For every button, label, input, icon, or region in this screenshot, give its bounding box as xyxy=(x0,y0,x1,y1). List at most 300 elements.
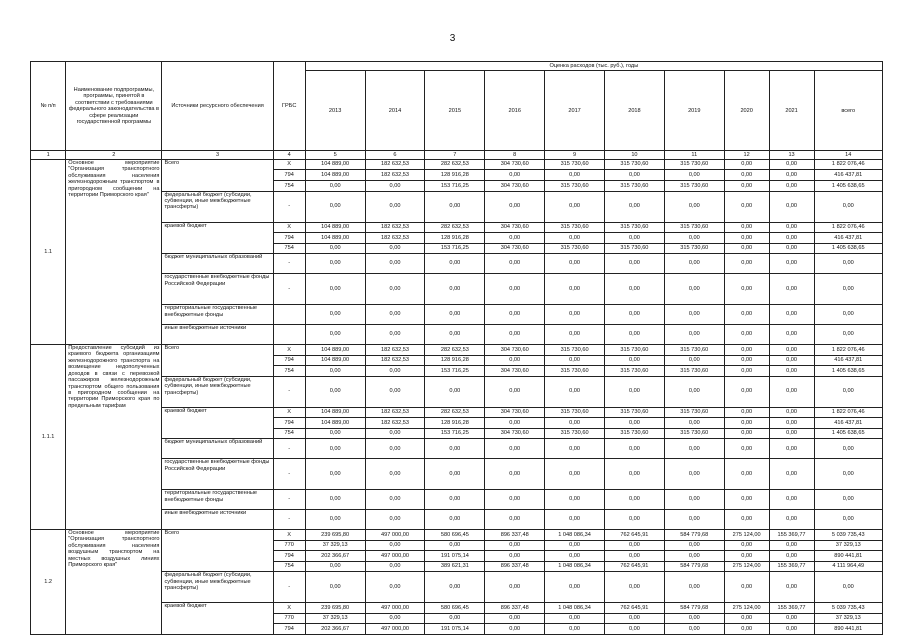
source-cell: федеральный бюджет (субсидии, субвенции, иные межбюджетные трансферты) xyxy=(162,191,273,222)
value-cell: 202 366,67 xyxy=(305,551,365,562)
value-cell: 5 039 735,43 xyxy=(814,530,883,541)
value-cell: 584 779,68 xyxy=(664,561,724,572)
value-cell: 0,00 xyxy=(545,439,605,459)
value-cell: 416 437,81 xyxy=(814,170,883,181)
value-cell: 0,00 xyxy=(545,613,605,624)
value-cell: 0,00 xyxy=(545,233,605,244)
value-cell: 0,00 xyxy=(305,191,365,222)
value-cell: 497 000,00 xyxy=(365,530,425,541)
value-cell: 0,00 xyxy=(305,459,365,490)
value-cell: 0,00 xyxy=(769,459,814,490)
value-cell: 315 730,60 xyxy=(664,222,724,233)
value-cell: 315 730,60 xyxy=(545,181,605,192)
value-cell: 0,00 xyxy=(485,233,545,244)
value-cell: 5 039 735,43 xyxy=(814,603,883,614)
header-year: 2021 xyxy=(769,71,814,151)
value-cell: 0,00 xyxy=(724,344,769,355)
grbs-cell: 754 xyxy=(273,243,305,254)
column-index: 14 xyxy=(814,151,883,160)
value-cell: 0,00 xyxy=(664,191,724,222)
value-cell: 0,00 xyxy=(485,191,545,222)
grbs-cell: - xyxy=(273,572,305,603)
value-cell: 0,00 xyxy=(365,366,425,377)
value-cell: 896 337,48 xyxy=(485,603,545,614)
column-index: 9 xyxy=(545,151,605,160)
value-cell: 315 730,60 xyxy=(605,243,665,254)
value-cell: 389 621,31 xyxy=(425,561,485,572)
value-cell: 0,00 xyxy=(485,325,545,345)
value-cell: 0,00 xyxy=(605,572,665,603)
value-cell: 0,00 xyxy=(769,418,814,429)
header-source: Источники ресурсного обеспечения xyxy=(162,62,273,151)
value-cell: 0,00 xyxy=(724,305,769,325)
grbs-cell: X xyxy=(273,159,305,170)
grbs-cell: X xyxy=(273,530,305,541)
value-cell: 497 000,00 xyxy=(365,624,425,635)
header-row xyxy=(31,62,883,71)
grbs-cell: X xyxy=(273,344,305,355)
value-cell: 315 730,60 xyxy=(664,159,724,170)
value-cell: 0,00 xyxy=(664,170,724,181)
column-index: 1 xyxy=(31,151,66,160)
value-cell: 0,00 xyxy=(724,551,769,562)
value-cell: 0,00 xyxy=(724,222,769,233)
value-cell: 0,00 xyxy=(305,366,365,377)
row-name: Основное мероприятие "Организация транспортного обслуживания населения железнодорожным транспортом в пригородном сообщении на территории Приморского края" xyxy=(66,159,162,344)
value-cell: 0,00 xyxy=(485,418,545,429)
value-cell: 0,00 xyxy=(814,459,883,490)
value-cell: 0,00 xyxy=(605,510,665,530)
value-cell: 182 632,53 xyxy=(365,159,425,170)
value-cell: 0,00 xyxy=(664,355,724,366)
value-cell: 0,00 xyxy=(605,325,665,345)
value-cell: 37 329,13 xyxy=(814,613,883,624)
header-year: 2013 xyxy=(305,71,365,151)
value-cell: 315 730,60 xyxy=(545,407,605,418)
value-cell: 0,00 xyxy=(724,243,769,254)
header-estimate-title: Оценка расходов (тыс. руб.), годы xyxy=(305,62,882,71)
row-name: Основное мероприятие "Организация транспортного обслуживания населения воздушным транспортом на местных воздушных линиях Приморского края" xyxy=(66,530,162,635)
value-cell: 0,00 xyxy=(769,540,814,551)
value-cell: 0,00 xyxy=(425,305,485,325)
value-cell: 0,00 xyxy=(664,490,724,510)
value-cell: 0,00 xyxy=(664,459,724,490)
header-year: 2014 xyxy=(365,71,425,151)
value-cell: 0,00 xyxy=(769,366,814,377)
value-cell: 0,00 xyxy=(365,305,425,325)
value-cell: 0,00 xyxy=(605,490,665,510)
grbs-cell: - xyxy=(273,459,305,490)
value-cell: 282 632,53 xyxy=(425,407,485,418)
value-cell: 1 048 086,34 xyxy=(545,561,605,572)
grbs-cell: 794 xyxy=(273,170,305,181)
value-cell: 890 441,81 xyxy=(814,624,883,635)
value-cell: 0,00 xyxy=(664,624,724,635)
value-cell: 304 730,60 xyxy=(485,344,545,355)
value-cell: 0,00 xyxy=(605,170,665,181)
value-cell: 104 889,00 xyxy=(305,233,365,244)
header-year: 2017 xyxy=(545,71,605,151)
value-cell: 128 916,28 xyxy=(425,418,485,429)
value-cell: 0,00 xyxy=(664,254,724,274)
source-cell: бюджет муниципальных образований xyxy=(162,439,273,459)
value-cell: 0,00 xyxy=(545,254,605,274)
value-cell: 0,00 xyxy=(814,325,883,345)
source-cell: Всего xyxy=(162,159,273,191)
value-cell: 0,00 xyxy=(425,191,485,222)
column-index: 11 xyxy=(664,151,724,160)
source-cell: федеральный бюджет (субсидии, субвенции, иные межбюджетные трансферты) xyxy=(162,376,273,407)
header-year: 2016 xyxy=(485,71,545,151)
value-cell: 0,00 xyxy=(365,459,425,490)
grbs-cell: X xyxy=(273,222,305,233)
value-cell: 0,00 xyxy=(769,624,814,635)
value-cell: 762 645,91 xyxy=(605,561,665,572)
value-cell: 104 889,00 xyxy=(305,170,365,181)
value-cell: 0,00 xyxy=(485,274,545,305)
value-cell: 0,00 xyxy=(814,254,883,274)
value-cell: 0,00 xyxy=(305,376,365,407)
grbs-cell: - xyxy=(273,439,305,459)
value-cell: 37 329,13 xyxy=(305,613,365,624)
value-cell: 0,00 xyxy=(485,254,545,274)
value-cell: 0,00 xyxy=(769,274,814,305)
value-cell: 182 632,53 xyxy=(365,222,425,233)
value-cell: 896 337,48 xyxy=(485,561,545,572)
value-cell: 0,00 xyxy=(605,191,665,222)
value-cell: 104 889,00 xyxy=(305,344,365,355)
value-cell: 1 405 638,65 xyxy=(814,181,883,192)
value-cell: 0,00 xyxy=(769,510,814,530)
source-cell: территориальные государственные внебюджетные фонды xyxy=(162,305,273,325)
source-cell: иные внебюджетные источники xyxy=(162,510,273,530)
value-cell: 1 405 638,65 xyxy=(814,243,883,254)
value-cell: 315 730,60 xyxy=(664,344,724,355)
value-cell: 0,00 xyxy=(724,376,769,407)
grbs-cell: 794 xyxy=(273,233,305,244)
value-cell: 0,00 xyxy=(545,551,605,562)
value-cell: 0,00 xyxy=(769,170,814,181)
value-cell: 0,00 xyxy=(724,490,769,510)
value-cell: 315 730,60 xyxy=(605,159,665,170)
value-cell: 580 696,45 xyxy=(425,530,485,541)
value-cell: 0,00 xyxy=(485,459,545,490)
value-cell: 0,00 xyxy=(769,233,814,244)
value-cell: 0,00 xyxy=(605,439,665,459)
value-cell: 315 730,60 xyxy=(545,344,605,355)
source-cell: государственные внебюджетные фонды Российской Федерации xyxy=(162,459,273,490)
value-cell: 0,00 xyxy=(365,181,425,192)
value-cell: 0,00 xyxy=(724,428,769,439)
value-cell: 0,00 xyxy=(664,613,724,624)
value-cell: 315 730,60 xyxy=(664,243,724,254)
value-cell: 0,00 xyxy=(485,305,545,325)
page-number: 3 xyxy=(449,33,456,44)
value-cell: 0,00 xyxy=(485,510,545,530)
value-cell: 416 437,81 xyxy=(814,233,883,244)
value-cell: 0,00 xyxy=(814,274,883,305)
value-cell: 4 111 964,49 xyxy=(814,561,883,572)
source-cell: краевой бюджет xyxy=(162,603,273,635)
value-cell: 0,00 xyxy=(605,233,665,244)
value-cell: 0,00 xyxy=(365,254,425,274)
value-cell: 0,00 xyxy=(769,407,814,418)
column-index: 4 xyxy=(273,151,305,160)
value-cell: 155 369,77 xyxy=(769,530,814,541)
value-cell: 0,00 xyxy=(545,305,605,325)
table-body xyxy=(31,62,883,635)
value-cell: 315 730,60 xyxy=(664,407,724,418)
value-cell: 128 916,28 xyxy=(425,355,485,366)
header-grbs: ГРБС xyxy=(273,62,305,151)
value-cell: 128 916,28 xyxy=(425,170,485,181)
value-cell: 304 730,60 xyxy=(485,181,545,192)
value-cell: 202 366,67 xyxy=(305,624,365,635)
value-cell: 0,00 xyxy=(365,572,425,603)
value-cell: 315 730,60 xyxy=(605,366,665,377)
value-cell: 0,00 xyxy=(425,490,485,510)
value-cell: 0,00 xyxy=(769,305,814,325)
value-cell: 1 822 076,46 xyxy=(814,159,883,170)
header-year: всего xyxy=(814,71,883,151)
value-cell: 0,00 xyxy=(305,428,365,439)
value-cell: 0,00 xyxy=(664,274,724,305)
value-cell: 0,00 xyxy=(724,439,769,459)
value-cell: 0,00 xyxy=(485,540,545,551)
value-cell: 0,00 xyxy=(605,418,665,429)
budget-table xyxy=(30,61,883,635)
value-cell: 0,00 xyxy=(545,376,605,407)
value-cell: 0,00 xyxy=(425,274,485,305)
value-cell: 315 730,60 xyxy=(605,222,665,233)
grbs-cell xyxy=(273,305,305,325)
column-index: 5 xyxy=(305,151,365,160)
value-cell: 1 822 076,46 xyxy=(814,222,883,233)
value-cell: 0,00 xyxy=(769,159,814,170)
value-cell: 182 632,53 xyxy=(365,418,425,429)
value-cell: 0,00 xyxy=(724,254,769,274)
value-cell: 0,00 xyxy=(305,254,365,274)
value-cell: 0,00 xyxy=(664,510,724,530)
value-cell: 153 716,25 xyxy=(425,243,485,254)
value-cell: 0,00 xyxy=(425,459,485,490)
value-cell: 182 632,53 xyxy=(365,344,425,355)
value-cell: 315 730,60 xyxy=(664,428,724,439)
value-cell: 0,00 xyxy=(814,510,883,530)
value-cell: 0,00 xyxy=(814,191,883,222)
value-cell: 0,00 xyxy=(485,439,545,459)
value-cell: 0,00 xyxy=(365,274,425,305)
header-year: 2015 xyxy=(425,71,485,151)
header-year: 2020 xyxy=(724,71,769,151)
source-cell: территориальные государственные внебюджетные фонды xyxy=(162,490,273,510)
value-cell: 315 730,60 xyxy=(605,428,665,439)
value-cell: 0,00 xyxy=(664,439,724,459)
value-cell: 0,00 xyxy=(365,428,425,439)
grbs-cell: X xyxy=(273,407,305,418)
value-cell: 239 695,80 xyxy=(305,530,365,541)
value-cell: 0,00 xyxy=(769,254,814,274)
grbs-cell: 754 xyxy=(273,428,305,439)
value-cell: 762 645,91 xyxy=(605,603,665,614)
value-cell: 275 124,00 xyxy=(724,561,769,572)
value-cell: 1 048 086,34 xyxy=(545,603,605,614)
table-row xyxy=(31,530,883,541)
value-cell: 0,00 xyxy=(664,540,724,551)
value-cell: 304 730,60 xyxy=(485,366,545,377)
value-cell: 0,00 xyxy=(769,551,814,562)
source-cell: краевой бюджет xyxy=(162,407,273,439)
column-index: 6 xyxy=(365,151,425,160)
value-cell: 0,00 xyxy=(769,490,814,510)
value-cell: 584 779,68 xyxy=(664,603,724,614)
value-cell: 0,00 xyxy=(814,490,883,510)
value-cell: 275 124,00 xyxy=(724,530,769,541)
value-cell: 315 730,60 xyxy=(545,366,605,377)
value-cell: 0,00 xyxy=(485,490,545,510)
value-cell: 191 075,14 xyxy=(425,624,485,635)
value-cell: 0,00 xyxy=(724,366,769,377)
grbs-cell: 770 xyxy=(273,540,305,551)
value-cell: 0,00 xyxy=(305,305,365,325)
value-cell: 0,00 xyxy=(425,613,485,624)
value-cell: 182 632,53 xyxy=(365,355,425,366)
value-cell: 0,00 xyxy=(545,540,605,551)
value-cell: 315 730,60 xyxy=(664,366,724,377)
value-cell: 1 048 086,34 xyxy=(545,530,605,541)
source-cell: государственные внебюджетные фонды Российской Федерации xyxy=(162,274,273,305)
value-cell: 0,00 xyxy=(724,325,769,345)
value-cell: 191 075,14 xyxy=(425,551,485,562)
value-cell: 580 696,45 xyxy=(425,603,485,614)
value-cell: 0,00 xyxy=(814,572,883,603)
value-cell: 0,00 xyxy=(485,355,545,366)
grbs-cell: - xyxy=(273,510,305,530)
column-index: 13 xyxy=(769,151,814,160)
value-cell: 0,00 xyxy=(664,572,724,603)
value-cell: 0,00 xyxy=(724,355,769,366)
grbs-cell: 754 xyxy=(273,181,305,192)
value-cell: 762 645,91 xyxy=(605,530,665,541)
value-cell: 0,00 xyxy=(769,376,814,407)
value-cell: 0,00 xyxy=(769,222,814,233)
value-cell: 304 730,60 xyxy=(485,407,545,418)
value-cell: 0,00 xyxy=(545,325,605,345)
grbs-cell: 754 xyxy=(273,561,305,572)
value-cell: 182 632,53 xyxy=(365,233,425,244)
value-cell: 0,00 xyxy=(485,624,545,635)
value-cell: 1 822 076,46 xyxy=(814,344,883,355)
value-cell: 0,00 xyxy=(769,613,814,624)
column-index-row xyxy=(31,151,883,160)
value-cell: 0,00 xyxy=(605,254,665,274)
row-number: 1.2 xyxy=(31,530,66,635)
value-cell: 0,00 xyxy=(724,459,769,490)
value-cell: 0,00 xyxy=(545,191,605,222)
value-cell: 0,00 xyxy=(769,355,814,366)
value-cell: 0,00 xyxy=(365,376,425,407)
grbs-cell: 794 xyxy=(273,551,305,562)
header-year: 2018 xyxy=(605,71,665,151)
value-cell: 497 000,00 xyxy=(365,551,425,562)
value-cell: 0,00 xyxy=(305,439,365,459)
value-cell: 0,00 xyxy=(664,325,724,345)
grbs-cell: X xyxy=(273,603,305,614)
value-cell: 0,00 xyxy=(365,325,425,345)
value-cell: 315 730,60 xyxy=(605,344,665,355)
value-cell: 0,00 xyxy=(365,613,425,624)
source-cell: Всего xyxy=(162,530,273,572)
grbs-cell: - xyxy=(273,376,305,407)
grbs-cell: - xyxy=(273,490,305,510)
value-cell: 0,00 xyxy=(545,572,605,603)
column-index: 7 xyxy=(425,151,485,160)
value-cell: 0,00 xyxy=(605,355,665,366)
value-cell: 104 889,00 xyxy=(305,407,365,418)
value-cell: 0,00 xyxy=(485,376,545,407)
value-cell: 584 779,68 xyxy=(664,530,724,541)
value-cell: 282 632,53 xyxy=(425,222,485,233)
value-cell: 239 695,80 xyxy=(305,603,365,614)
value-cell: 104 889,00 xyxy=(305,418,365,429)
value-cell: 0,00 xyxy=(664,376,724,407)
value-cell: 315 730,60 xyxy=(605,407,665,418)
row-name: Предоставление субсидий из краевого бюджета организациям железнодорожного транспорта на возмещение недополученных доходов в связи с перевозкой пассажиров железнодорожным транспортом общего пользования в пригородном сообщении на территории Приморского края по предельным тарифам xyxy=(66,344,162,529)
column-index: 12 xyxy=(724,151,769,160)
value-cell: 0,00 xyxy=(605,376,665,407)
grbs-cell: - xyxy=(273,254,305,274)
value-cell: 0,00 xyxy=(605,305,665,325)
value-cell: 0,00 xyxy=(724,613,769,624)
value-cell: 153 716,25 xyxy=(425,181,485,192)
value-cell: 416 437,81 xyxy=(814,355,883,366)
value-cell: 182 632,53 xyxy=(365,407,425,418)
value-cell: 497 000,00 xyxy=(365,603,425,614)
value-cell: 0,00 xyxy=(545,170,605,181)
column-index: 10 xyxy=(605,151,665,160)
value-cell: 0,00 xyxy=(305,243,365,254)
grbs-cell: 794 xyxy=(273,355,305,366)
value-cell: 0,00 xyxy=(425,510,485,530)
value-cell: 0,00 xyxy=(724,170,769,181)
value-cell: 0,00 xyxy=(605,540,665,551)
value-cell: 0,00 xyxy=(545,274,605,305)
value-cell: 282 632,53 xyxy=(425,159,485,170)
grbs-cell xyxy=(273,325,305,345)
value-cell: 0,00 xyxy=(485,572,545,603)
header-name: Наименование подпрограммы, программы, принятой в соответствии с требованиями федерального законодательства в сфере реализации государственной программы xyxy=(66,62,162,151)
value-cell: 1 405 638,65 xyxy=(814,428,883,439)
value-cell: 0,00 xyxy=(664,305,724,325)
value-cell: 0,00 xyxy=(425,254,485,274)
value-cell: 304 730,60 xyxy=(485,222,545,233)
value-cell: 0,00 xyxy=(545,355,605,366)
grbs-cell: 794 xyxy=(273,418,305,429)
value-cell: 890 441,81 xyxy=(814,551,883,562)
value-cell: 0,00 xyxy=(305,274,365,305)
grbs-cell: 754 xyxy=(273,366,305,377)
value-cell: 416 437,81 xyxy=(814,418,883,429)
value-cell: 0,00 xyxy=(305,510,365,530)
value-cell: 0,00 xyxy=(305,325,365,345)
source-cell: Всего xyxy=(162,344,273,376)
value-cell: 0,00 xyxy=(724,181,769,192)
value-cell: 0,00 xyxy=(305,561,365,572)
value-cell: 0,00 xyxy=(724,624,769,635)
value-cell: 0,00 xyxy=(425,325,485,345)
value-cell: 0,00 xyxy=(769,243,814,254)
value-cell: 0,00 xyxy=(769,344,814,355)
